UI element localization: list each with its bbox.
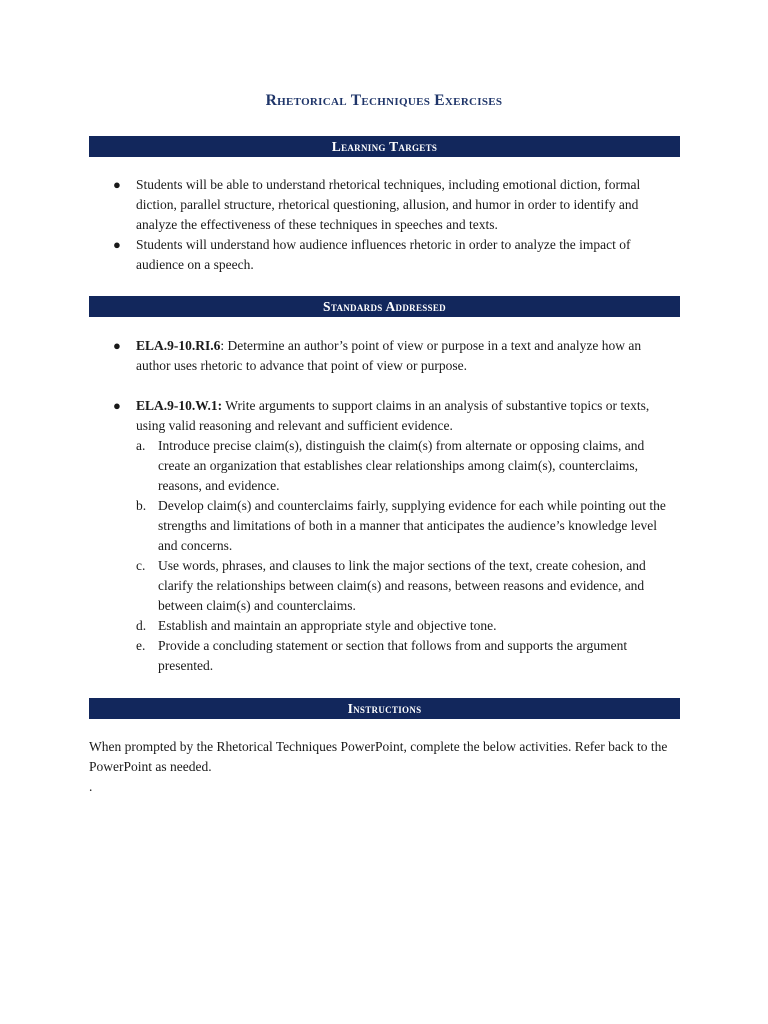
standard-text: Write arguments to support claims in an analysis of substantive topics or texts, using valid reasoning and relevant and sufficient evidence.	[136, 398, 650, 433]
trailing-mark: .	[89, 779, 93, 794]
subitem-text: Establish and maintain an appropriate style and objective tone.	[158, 618, 497, 633]
standards-list	[0, 336, 768, 676]
list-item	[0, 175, 768, 235]
standard-code: ELA.9-10.RI.6	[136, 338, 221, 353]
list-item	[0, 396, 768, 676]
bullet-icon: ●	[113, 237, 121, 252]
subitem	[136, 556, 676, 616]
subitem	[136, 436, 676, 496]
list-item	[0, 336, 768, 376]
bullet-icon: ●	[113, 398, 121, 413]
subitem-letter: d.	[136, 618, 147, 633]
standard-text: : Determine an author’s point of view or purpose in a text and analyze how an author uses rhetoric to advance that point of view or purpose.	[136, 338, 642, 373]
standard-subitems	[136, 436, 676, 676]
subitem	[136, 636, 676, 676]
subitem-text: Use words, phrases, and clauses to link the major sections of the text, create cohesion, and clarify the relationships between claim(s) and reasons, between reasons and evidence, and between claim(s) and counterclaims.	[158, 558, 646, 613]
list-spacer	[0, 376, 768, 396]
bullet-icon: ●	[113, 338, 121, 353]
subitem-text: Develop claim(s) and counterclaims fairly, supplying evidence for each while pointing out the strengths and limitations of both in a manner that anticipates the audience’s knowledge level and concerns.	[158, 498, 666, 553]
learning-target-text: Students will understand how audience influences rhetoric in order to analyze the impact of audience on a speech.	[136, 237, 631, 272]
learning-target-text: Students will be able to understand rhetorical techniques, including emotional diction, formal diction, parallel structure, rhetorical questioning, allusion, and humor in order to identify and analyze the effectiveness of these techniques in speeches and texts.	[136, 177, 641, 232]
standards-heading: Standards Addressed	[89, 296, 680, 317]
bullet-icon: ●	[113, 177, 121, 192]
instructions-paragraph: When prompted by the Rhetorical Techniques PowerPoint, complete the below activities. Refer back to the PowerPoint as needed.	[89, 739, 668, 774]
subitem-text: Provide a concluding statement or section that follows from and supports the argument presented.	[158, 638, 628, 673]
subitem-letter: b.	[136, 498, 147, 513]
instructions-heading: Instructions	[89, 698, 680, 719]
standard-code: ELA.9-10.W.1:	[136, 398, 223, 413]
subitem-letter: e.	[136, 638, 146, 653]
subitem-letter: c.	[136, 558, 146, 573]
document-title: Rhetorical Techniques Exercises	[265, 92, 503, 109]
subitem-text: Introduce precise claim(s), distinguish the claim(s) from alternate or opposing claims, and create an organization that establishes clear relationships among claim(s), counterclaims, reasons, and evidence.	[158, 438, 645, 493]
list-item	[0, 235, 768, 275]
learning-targets-heading: Learning Targets	[89, 136, 680, 157]
learning-targets-list	[0, 175, 768, 275]
subitem-letter: a.	[136, 438, 146, 453]
subitem	[136, 616, 676, 636]
subitem	[136, 496, 676, 556]
